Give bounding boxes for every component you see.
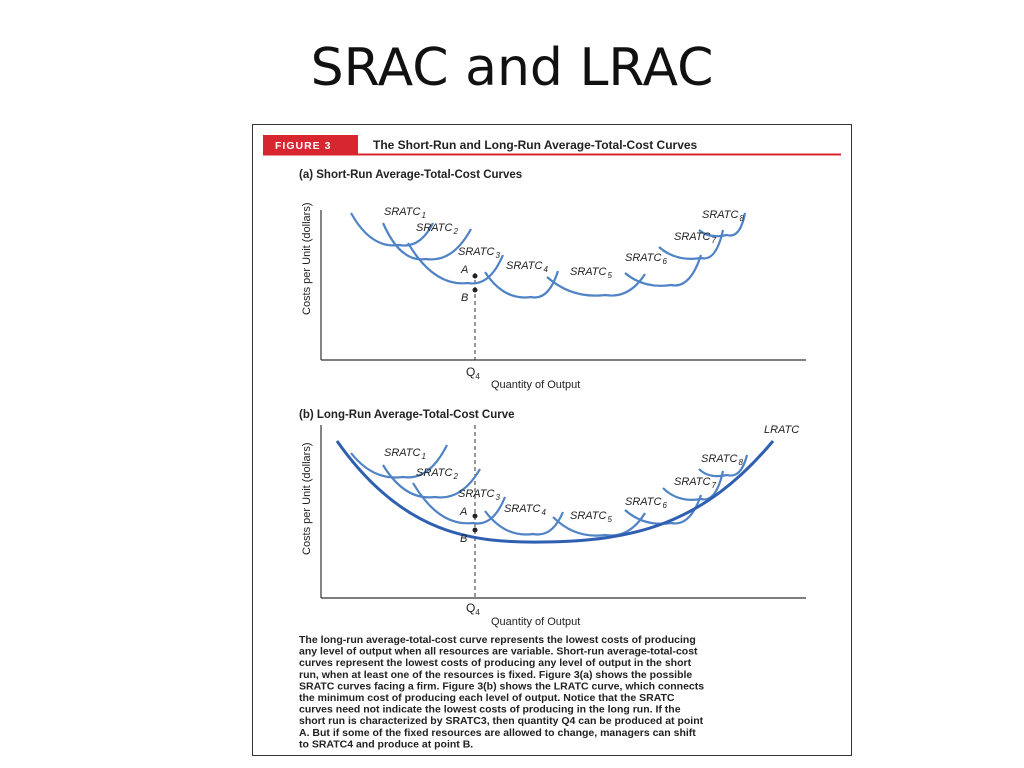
panel-a-sratc-label-7: $SRATC_7$ (674, 231, 716, 245)
caption-line-5: SRATC curves facing a firm. Figure 3(b) shows the LRATC curve, which connects (299, 680, 705, 693)
panel-a-sratc-label-3: $SRATC_3$ (458, 246, 500, 260)
panel-a-point-a-marker (473, 274, 478, 279)
caption-line-4: run, when at least one of the resources is fixed. Figure 3(a) shows the possible (299, 668, 693, 681)
panel-b-point-a-marker (473, 514, 478, 519)
panel-a-point-b: B (461, 292, 469, 304)
slide-title: SRAC and LRAC (310, 38, 714, 98)
panel-a-title: (a) Short-Run Average-Total-Cost Curves (299, 169, 523, 181)
panel-b-point-b-marker (473, 528, 478, 533)
panel-b-title: (b) Long-Run Average-Total-Cost Curve (299, 409, 515, 421)
panel-a-q-label: $Q_4$ (466, 365, 480, 381)
caption-line-10: to SRATC4 and produce at point B. (299, 738, 474, 751)
panel-a-sratc-label-4: $SRATC_4$ (506, 260, 548, 274)
panel-b (299, 409, 806, 628)
panel-a-sratc-label-1: $SRATC_1$ (384, 206, 426, 220)
panel-b-xlabel: Quantity of Output (491, 616, 581, 628)
panel-b-sratc-label-5: $SRATC_5$ (570, 510, 612, 524)
panel-a-sratc-label-6: $SRATC_6$ (625, 252, 667, 266)
panel-b-sratc-label-8: $SRATC_8$ (701, 453, 743, 467)
panel-b-point-b: B (460, 533, 468, 545)
panel-a-xlabel: Quantity of Output (491, 379, 581, 391)
lratc-label: LRATC (764, 424, 800, 436)
caption-line-3: curves represent the lowest costs of producing any level of output in the short (299, 657, 692, 670)
panel-b-sratc-label-6: $SRATC_6$ (625, 496, 667, 510)
caption-line-1: The long-run average-total-cost curve represents the lowest costs of producing (299, 634, 696, 646)
panel-a (299, 169, 806, 391)
panel-b-q-label: $Q_4$ (466, 601, 480, 617)
panel-b-sratc-label-1: $SRATC_1$ (384, 447, 426, 461)
figure-number-label: FIGURE 3 (275, 140, 332, 152)
figure-caption (299, 634, 704, 750)
panel-b-point-a: A (460, 506, 468, 518)
caption-line-6: the minimum cost of producing each level of output. Notice that the SRATC (299, 692, 675, 704)
panel-a-curve-labels (384, 206, 744, 280)
panel-a-sratc-label-2: $SRATC_2$ (416, 222, 458, 236)
panel-a-sratc-label-5: $SRATC_5$ (570, 266, 612, 280)
panel-a-point-a: A (461, 264, 469, 276)
caption-line-7: curves need not indicate the lowest costs of producing in the long run. If the (299, 703, 681, 716)
panel-b-sratc-label-2: $SRATC_2$ (416, 467, 458, 481)
figure-svg (253, 125, 850, 754)
figure-title: The Short-Run and Long-Run Average-Total-Cost Curves (373, 138, 698, 152)
panel-a-point-b-marker (473, 288, 478, 293)
caption-line-9: A. But if some of the fixed resources are allowed to change, managers can shift (299, 726, 696, 739)
panel-a-ylabel: Costs per Unit (dollars) (301, 202, 313, 315)
caption-line-2: any level of output when all resources are variable. Short-run average-total-cost (299, 645, 698, 658)
panel-b-sratc-label-4: $SRATC_4$ (504, 503, 546, 517)
panel-a-sratc-label-8: $SRATC_8$ (702, 209, 744, 223)
panel-b-sratc-label-3: $SRATC_3$ (458, 488, 500, 502)
caption-line-8: short run is characterized by SRATC3, then quantity Q4 can be produced at point (299, 715, 704, 728)
panel-b-sratc-label-7: $SRATC_7$ (674, 476, 716, 490)
figure-box (252, 124, 852, 756)
panel-b-ylabel: Costs per Unit (dollars) (301, 442, 313, 555)
panel-a-sratc-curve-4 (485, 271, 558, 297)
panel-a-curves (351, 213, 745, 297)
